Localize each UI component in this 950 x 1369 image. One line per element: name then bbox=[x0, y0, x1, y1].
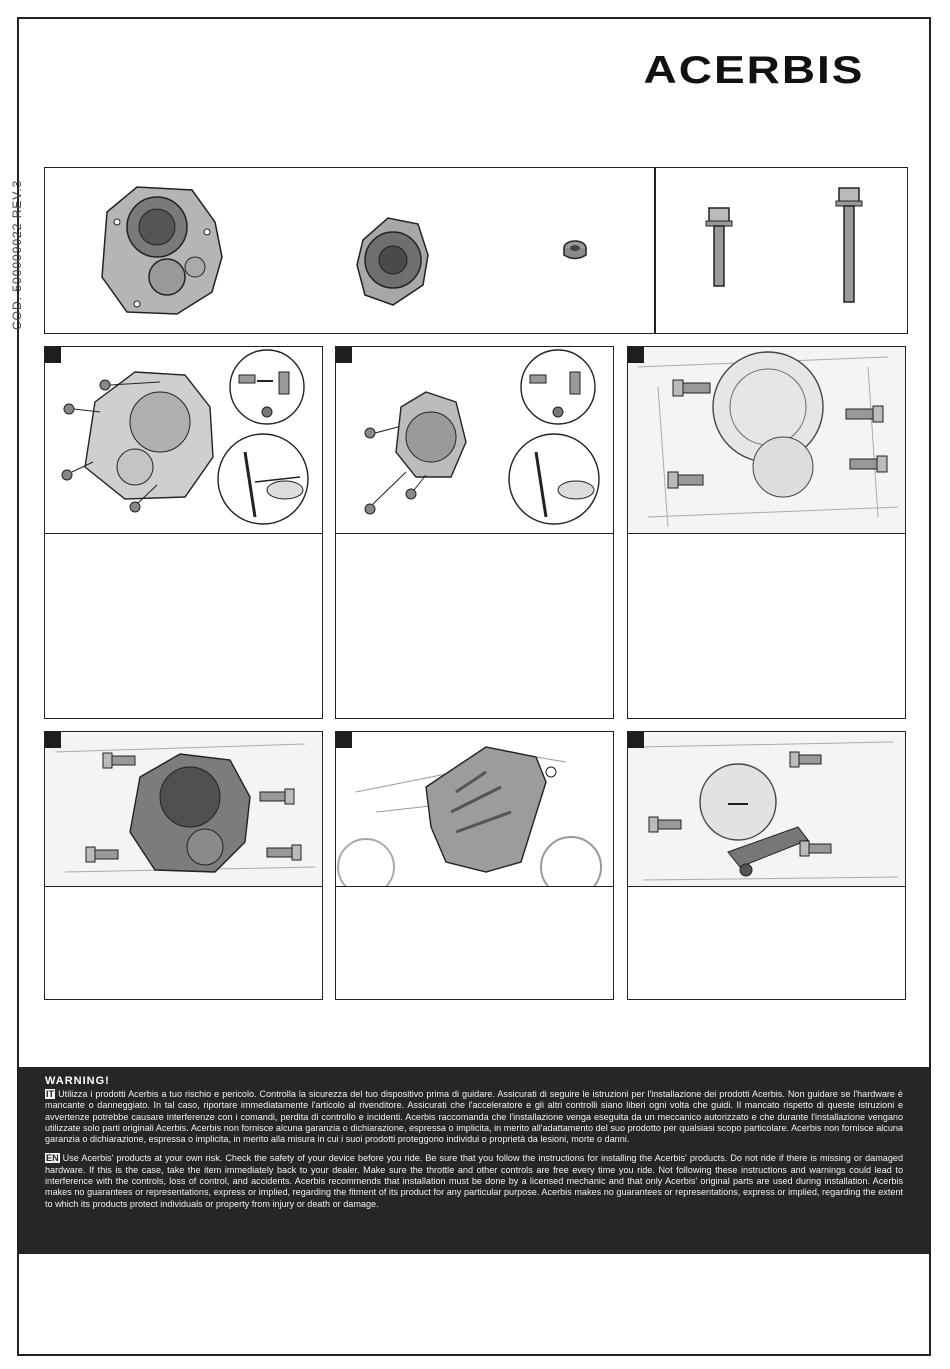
step-panel-1 bbox=[44, 346, 323, 719]
step-2-illustration bbox=[336, 347, 613, 534]
parts-overview bbox=[44, 167, 908, 334]
step-6-illustration bbox=[628, 732, 905, 887]
step-3-illustration bbox=[628, 347, 905, 534]
step-4-illustration bbox=[45, 732, 322, 887]
spacer-bushing-icon bbox=[564, 241, 586, 259]
warning-it-text: Utilizza i prodotti Acerbis a tuo rischio e pericolo. Controlla la sicurezza del tuo dispositivo prima di guidare. Assicurati di seguire le istruzioni per l'installazione dei prodotti Acerbis. Non guidare se l'hardware è mancante o danneggiato. In tal caso, riportare immediatamente l'articolo al rivenditore. Assicurati che l'acceleratore e gli altri controlli siano liberi ogni volta che guidi. Il mancato rispetto di queste istruzioni e avvertenze potrebbe causare interferenze con i comandi, perdita di controllo e incidenti. Acerbis raccomanda che l'installazione venga eseguita da un meccanico autorizzato e che durante l'installazione vengano utilizzate solo parti originali Acerbis. Acerbis non fornisce alcuna garanzia o dichiarazione, espressa o implicita, in merito all'adattamento del suo prodotto per qualsiasi scopo particolare. Acerbis non fornisce alcuna garanzia o dichiarazione, espressa o implicita, in merito alla misura in cui i suoi prodotti proteggono individui o proprietà da lesioni, morte o danni. bbox=[45, 1089, 903, 1145]
warning-en-text: Use Acerbis' products at your own risk. Check the safety of your device before you ride. Be sure that you follow the instructions for installing the Acerbis' products. Do not ride if there is missing or damaged hardware. If this is the case, take the item immediately back to your dealer. Make sure the throttle and other controls are free every time you ride. Not following these instructions and warnings could lead to interference with the controls, loss of control, and accidents. Acerbis recommends that installation must be done by a licensed mechanic and that only Acerbis' original parts are used during installation. Acerbis makes no guarantees or representations, express or implied, regarding the fitment of its product for any particular purpose. Acerbis makes no guarantees or representations, express or implied, regarding the extent to which its products protect individuals or property from injury or death or damage. bbox=[45, 1153, 903, 1209]
step-number-3 bbox=[628, 347, 644, 363]
step-6-fit-ignition-guard-icon bbox=[628, 732, 905, 886]
step-panel-2 bbox=[335, 346, 614, 719]
lang-code-en: EN bbox=[46, 1153, 59, 1164]
step-2-exploded-ignition-cover-icon bbox=[336, 347, 613, 533]
clutch-cover-guard-icon bbox=[102, 187, 222, 314]
step-5-motorcycle-side-view-icon bbox=[336, 732, 613, 886]
step-5-illustration bbox=[336, 732, 613, 887]
step-panel-4 bbox=[44, 731, 323, 1000]
ignition-cover-guard-icon bbox=[357, 218, 428, 305]
warning-panel bbox=[19, 1067, 929, 1254]
step-1-exploded-clutch-cover-icon bbox=[45, 347, 322, 533]
acerbis-logo bbox=[598, 44, 910, 94]
short-flange-bolt-icon bbox=[706, 208, 732, 286]
step-3-remove-engine-bolts-icon bbox=[628, 347, 905, 533]
step-number-2 bbox=[336, 347, 352, 363]
lang-code-it: IT bbox=[46, 1089, 55, 1099]
step-1-illustration bbox=[45, 347, 322, 534]
warning-it-paragraph bbox=[45, 1089, 903, 1145]
step-4-fit-clutch-guard-icon bbox=[45, 732, 322, 886]
step-number-6 bbox=[628, 732, 644, 748]
step-number-5 bbox=[336, 732, 352, 748]
step-panel-3 bbox=[627, 346, 906, 719]
step-number-1 bbox=[45, 347, 61, 363]
step-number-4 bbox=[45, 732, 61, 748]
step-panel-6 bbox=[627, 731, 906, 1000]
warning-title: WARNING! bbox=[45, 1075, 110, 1087]
step-panel-5 bbox=[335, 731, 614, 1000]
warning-en-paragraph bbox=[45, 1153, 903, 1209]
long-flange-bolt-icon bbox=[836, 188, 862, 302]
document-code: COD. 500009022 REV.3 bbox=[10, 179, 24, 330]
svg-text:ACERBIS: ACERBIS bbox=[643, 48, 865, 93]
